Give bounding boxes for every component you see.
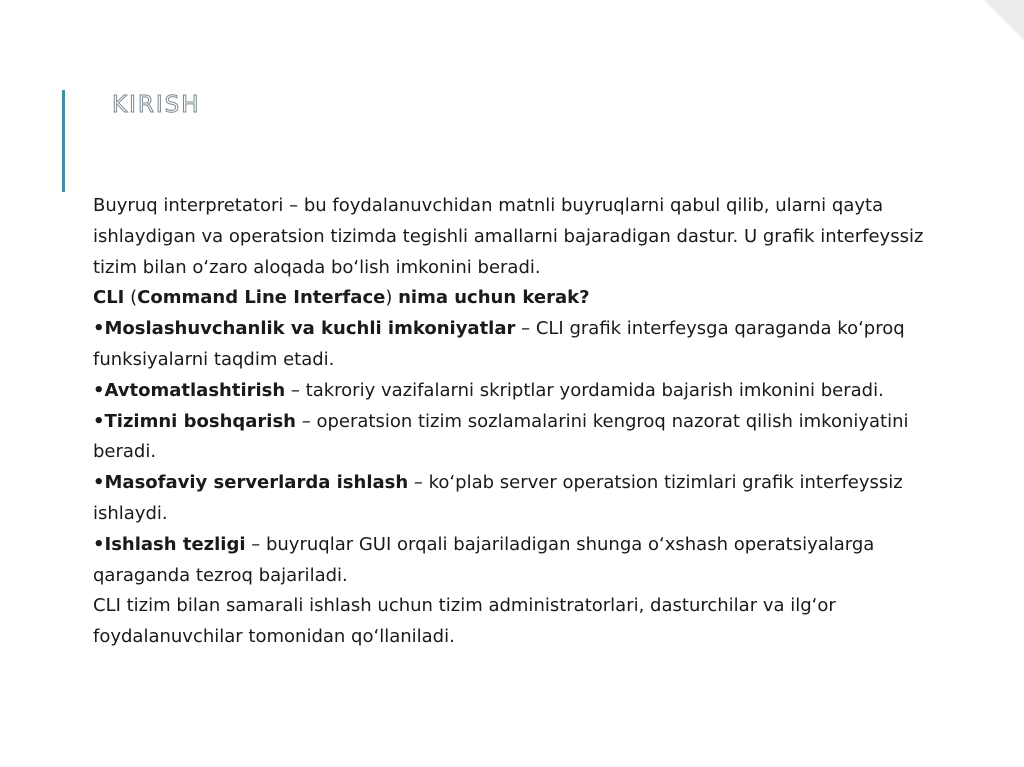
question-paren-open: (: [124, 287, 138, 309]
question-text: nima uchun kerak?: [398, 287, 590, 309]
bullet-text: – CLI grafik interfeysga qaraganda ko‘proq funksiyalarni taqdim etadi.: [93, 318, 905, 370]
bullet-term: •Ishlash tezligi: [93, 533, 246, 555]
conclusion-paragraph: CLI tizim bilan samarali ishlash uchun tizim administratorlari, dasturchilar va ilg‘or foydalanuvchilar tomonidan qo‘llaniladi.: [93, 595, 836, 648]
page-corner-fold: [984, 0, 1024, 40]
bullet-text: – operatsion tizim sozlamalarini kengroq nazorat qilish imkoniyatini beradi.: [93, 410, 909, 463]
bullet-term: •Moslashuvchanlik va kuchli imkoniyatlar: [93, 318, 516, 340]
slide-title: KIRISH: [112, 92, 201, 118]
accent-bar: [62, 90, 65, 192]
bullet-term: •Avtomatlashtirish: [93, 379, 286, 401]
bullet-text: – takroriy vazifalarni skriptlar yordamida bajarish imkonini beradi.: [285, 379, 884, 401]
question-cli: CLI: [93, 287, 125, 309]
bullet-term: •Tizimni boshqarish: [93, 410, 296, 432]
intro-paragraph: Buyruq interpretatori – bu foydalanuvchidan matnli buyruqlarni qabul qilib, ularni qayta ishlaydigan va operatsion tizimda tegishli amallarni bajaradigan dastur. U grafik interfeyssiz tizim bilan o‘zaro aloqada bo‘lish imkonini beradi.: [93, 195, 924, 278]
bullet-term: •Masofaviy serverlarda ishlash: [93, 472, 409, 494]
question-cli-expansion: Command Line Interface: [137, 287, 386, 309]
question-heading: [93, 283, 963, 314]
bullet-item: [93, 530, 963, 592]
bullet-text: – ko‘plab server operatsion tizimlari grafik interfeyssiz ishlaydi.: [93, 472, 903, 524]
bullet-item: [93, 376, 963, 407]
question-paren-close: ): [385, 287, 399, 309]
slide-body: [93, 191, 963, 653]
bullet-item: [93, 468, 963, 530]
bullet-text: – buyruqlar GUI orqali bajariladigan shunga o‘xshash operatsiyalarga qaraganda tezroq bajariladi.: [93, 533, 875, 586]
bullet-item: [93, 407, 963, 469]
bullet-item: [93, 314, 963, 376]
